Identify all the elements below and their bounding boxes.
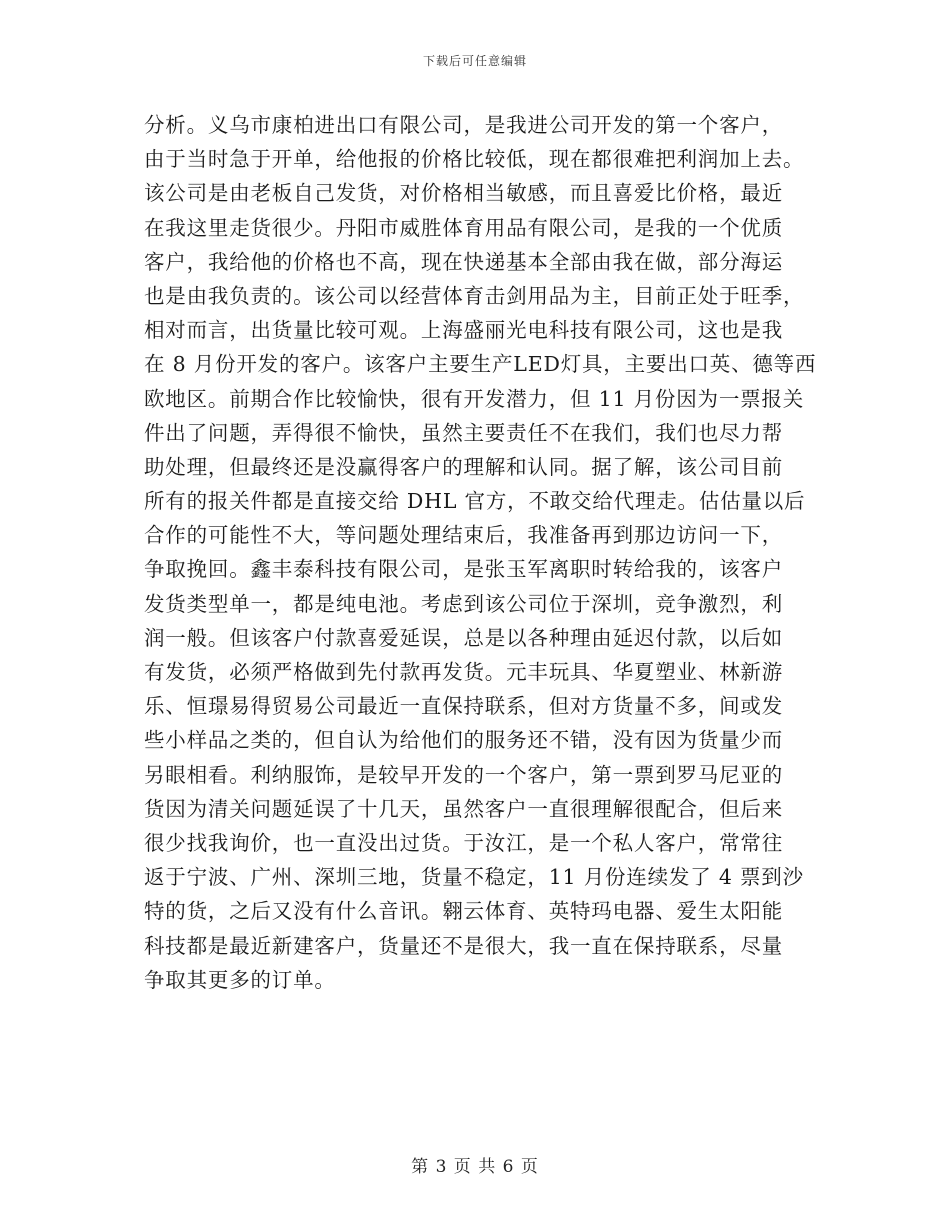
body-line: 有发货，必须严格做到先付款再发货。元丰玩具、华夏塑业、林新游 [144,660,783,684]
body-line: 也是由我负责的。该公司以经营体育击剑用品为主，目前正处于旺季， [144,283,805,308]
body-line: 争取其更多的订单。 [144,967,336,992]
page-number-footer [0,1152,950,1177]
body-line: 相对而言，出货量比较可观。上海盛丽光电科技有限公司，这也是我 [144,318,783,343]
body-line: 在我这里走货很少。丹阳市威胜体育用品有限公司，是我的一个优质 [144,215,783,240]
body-line: 在 8 月份开发的客户。该客户主要生产LED灯具，主要出口英、德等西 [144,352,817,377]
body-line: 由于当时急于开单，给他报的价格比较低，现在都很难把利润加上去。 [144,147,805,172]
body-line: 乐、恒璟易得贸易公司最近一直保持联系，但对方货量不多，间或发 [144,694,783,719]
body-line: 些小样品之类的，但自认为给他们的服务还不错，没有因为货量少而 [144,728,783,753]
body-line: 另眼相看。利纳服饰，是较早开发的一个客户，第一票到罗马尼亚的 [144,762,783,787]
body-line: 该公司是由老板自己发货，对价格相当敏感，而且喜爱比价格，最近 [144,181,783,206]
body-line: 很少找我询价，也一直没出过货。于汝江，是一个私人客户，常常往 [144,830,783,855]
body-line: 分析。义乌市康柏进出口有限公司，是我进公司开发的第一个客户， [144,113,783,137]
body-line: 争取挽回。鑫丰泰科技有限公司，是张玉军离职时转给我的，该客户 [144,557,783,582]
body-line: 科技都是最近新建客户，货量还不是很大，我一直在保持联系，尽量 [144,933,783,958]
body-line: 所有的报关件都是直接交给 DHL 官方，不敢交给代理走。估估量以后 [144,489,806,514]
body-line: 润一般。但该客户付款喜爱延误，总是以各种理由延迟付款，以后如 [144,625,783,650]
body-line: 客户，我给他的价格也不高，现在快递基本全部由我在做，部分海运 [144,249,783,274]
body-line: 欧地区。前期合作比较愉快，很有开发潜力，但 11 月份因为一票报关 [144,386,805,411]
body-line: 发货类型单一，都是纯电池。考虑到该公司位于深圳，竞争激烈，利 [144,591,783,616]
body-line: 返于宁波、广州、深圳三地，货量不稳定，11 月份连续发了 4 票到沙 [144,865,804,890]
body-line: 合作的可能性不大，等问题处理结束后，我准备再到那边访问一下， [144,523,783,548]
body-line: 货因为清关问题延误了十几天，虽然客户一直很理解很配合，但后来 [144,796,783,821]
body-line: 件出了问题，弄得很不愉快，虽然主要责任不在我们，我们也尽力帮 [144,420,783,445]
document-body [144,108,817,997]
page-number-label: 第 3 页 共 6 页 [411,1157,539,1177]
header-note: 下载后可任意编辑 [422,54,527,68]
body-line: 特的货，之后又没有什么音讯。翱云体育、英特玛电器、爱生太阳能 [144,899,783,924]
body-line: 助处理，但最终还是没赢得客户的理解和认同。据了解，该公司目前 [144,454,783,479]
